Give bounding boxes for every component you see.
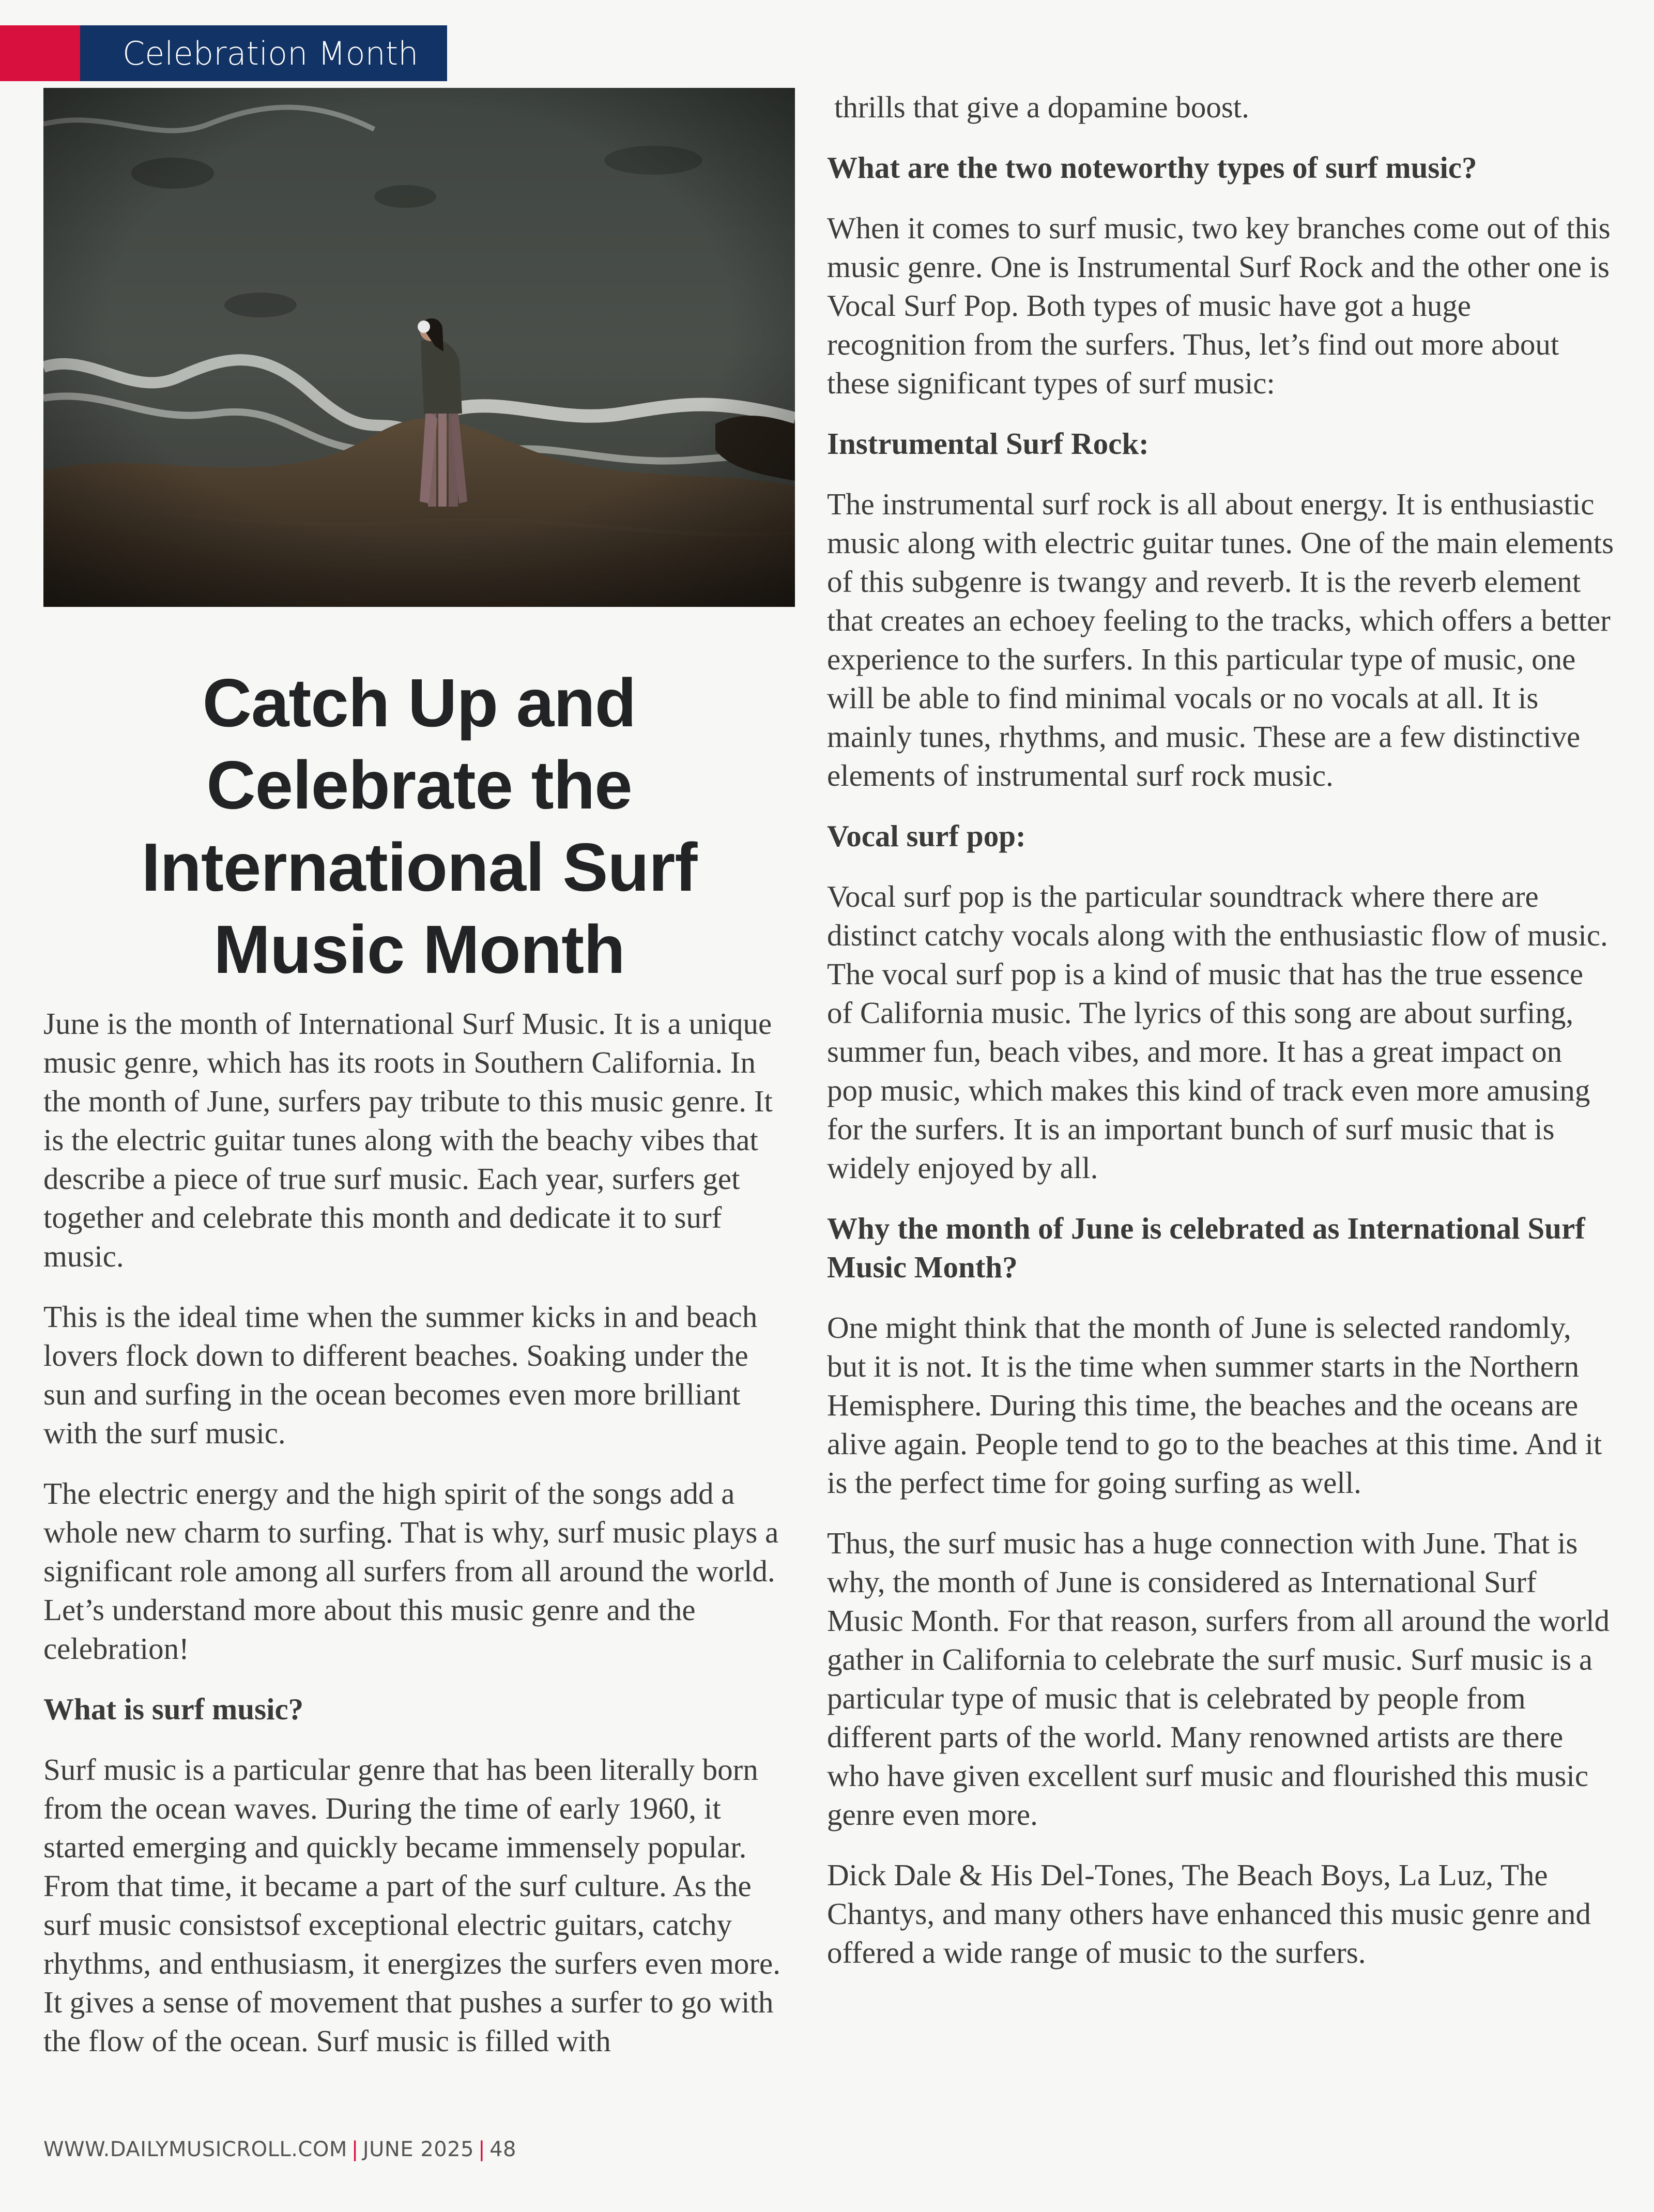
section-heading: Instrumental Surf Rock: [827,426,1149,461]
paragraph: Dick Dale & His Del-Tones, The Beach Boys, La Luz, The Chantys, and many others have enhanced this music genre and offered a wide range of music to the surfers. [827,1858,1591,1970]
footer-separator: | [351,2138,359,2161]
section-banner [80,25,447,81]
paragraph: The electric energy and the high spirit of the songs add a whole new charm to surfing. That is why, surf music plays a significant role among all surfers from all around the world. Let’s understand more about this music genre and the celebration! [43,1476,779,1666]
paragraph: This is the ideal time when the summer kicks in and beach lovers flock down to different beaches. Soaking under the sun and surfing in the ocean becomes even more brilliant with the surf music. [43,1300,758,1450]
page-footer [43,2138,516,2161]
paragraph: Thus, the surf music has a huge connection with June. That is why, the month of June is considered as International Surf Music Month. For that reason, surfers from all around the world gather in California to celebrate the surf music. Surf music is a particular type of music that is celebrated by people from different parts of the world. Many renowned artists are there who have given excellent surf music and flourished this music genre even more. [827,1526,1610,1832]
paragraph: June is the month of International Surf Music. It is a unique music genre, which has its roots in Southern California. In the month of June, surfers pay tribute to this music genre. It is the electric guitar tunes along with the beachy vibes that describe a piece of true surf music. Each year, surfers get together and celebrate this month and dedicate it to surf music. [43,1006,773,1273]
paragraph: thrills that give a dopamine boost. [834,90,1249,124]
footer-issue: JUNE 2025 [362,2138,474,2161]
paragraph: One might think that the month of June is selected randomly, but it is not. It is the time when summer starts in the Northern Hemisphere. During this time, the beaches and the oceans are alive again. People tend to go to the beaches at this time. And it is the perfect time for going surfing as well. [827,1310,1602,1500]
hero-photo [43,88,795,607]
section-heading: What are the two noteworthy types of surf music? [827,150,1477,185]
section-heading: What is surf music? [43,1692,304,1726]
article-headline: Catch Up and Celebrate the International Surf Music Month [141,665,697,987]
hero-photo-illustration [43,88,795,607]
article-column-left [43,1004,798,2082]
paragraph: The instrumental surf rock is all about energy. It is enthusiastic music along with electric guitar tunes. One of the main elements of this subgenre is twangy and reverb. It is the reverb element that creates an echoey feeling to the tracks, which offers a better experience to the surfers. In this particular type of music, one will be able to find minimal vocals or no vocals at all. It is mainly tunes, rhythms, and music. These are a few distinctive elements of instrumental surf rock music. [827,487,1614,792]
paragraph: When it comes to surf music, two key branches come out of this music genre. One is Instrumental Surf Rock and the other one is Vocal Surf Pop. Both types of music have got a huge recognition from the surfers. Thus, let’s find out more about these significant types of surf music: [827,211,1611,400]
paragraph: Surf music is a particular genre that has been literally born from the ocean waves. During the time of early 1960, it started emerging and quickly became immensely popular. From that time, it became a part of the surf culture. As the surf music consistsof exceptional electric guitars, catchy rhythms, and enthusiasm, it energizes the surfers even more. It gives a sense of movement that pushes a surfer to go with the flow of the ocean. Surf music is filled with [43,1752,780,2058]
section-banner-label: Celebration Month [122,34,419,72]
article-column-right [827,88,1615,1994]
footer-website: WWW.DAILYMUSICROLL.COM [43,2138,347,2161]
section-heading: Vocal surf pop: [827,819,1026,853]
footer-page-number: 48 [489,2138,516,2161]
footer-separator: | [478,2138,486,2161]
paragraph: Vocal surf pop is the particular soundtrack where there are distinct catchy vocals along with the enthusiastic flow of music. The vocal surf pop is a kind of music that has the true essence of California music. The lyrics of this song are about surfing, summer fun, beach vibes, and more. It has a great impact on pop music, which makes this kind of track even more amusing for the surfers. It is an important bunch of surf music that is widely enjoyed by all. [827,879,1608,1185]
section-heading: Why the month of June is celebrated as International Surf Music Month? [827,1211,1585,1284]
banner-accent-bar [0,25,80,81]
